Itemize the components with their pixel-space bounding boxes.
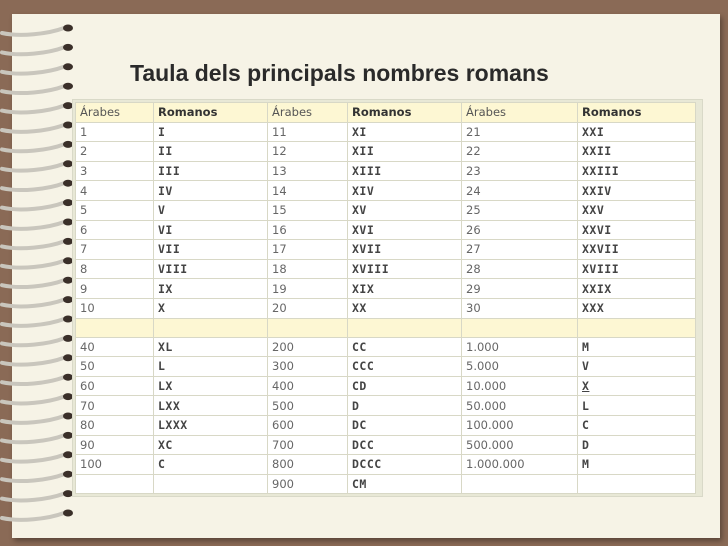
header-arabes: Árabes xyxy=(268,103,348,123)
roman-cell: XXII xyxy=(578,142,696,162)
header-romanos: Romanos xyxy=(154,103,268,123)
roman-cell: XII xyxy=(348,142,462,162)
roman-cell: XXVI xyxy=(578,220,696,240)
roman-cell: X xyxy=(154,298,268,318)
roman-cell: CM xyxy=(348,474,462,494)
arabic-cell: 26 xyxy=(462,220,578,240)
arabic-cell: 800 xyxy=(268,455,348,475)
table-row xyxy=(76,181,696,201)
arabic-cell: 40 xyxy=(76,337,154,357)
arabic-cell: 80 xyxy=(76,415,154,435)
roman-cell: VIII xyxy=(154,259,268,279)
roman-numerals-table-container xyxy=(72,99,703,497)
page-title: Taula dels principals nombres romans xyxy=(130,60,549,86)
roman-cell: XXVII xyxy=(578,240,696,260)
table-row xyxy=(76,279,696,299)
roman-cell: DC xyxy=(348,415,462,435)
roman-cell xyxy=(154,474,268,494)
table-row xyxy=(76,161,696,181)
roman-cell: XX xyxy=(348,298,462,318)
roman-cell: XXV xyxy=(578,200,696,220)
arabic-cell: 1 xyxy=(76,122,154,142)
header-row xyxy=(76,103,696,123)
arabic-cell: 900 xyxy=(268,474,348,494)
arabic-cell: 22 xyxy=(462,142,578,162)
roman-cell: XXIX xyxy=(578,279,696,299)
arabic-cell: 100 xyxy=(76,455,154,475)
roman-cell: I xyxy=(154,122,268,142)
arabic-cell xyxy=(76,474,154,494)
table-body xyxy=(76,122,696,494)
roman-cell: XIII xyxy=(348,161,462,181)
separator-row xyxy=(76,318,696,337)
arabic-cell: 10 xyxy=(76,298,154,318)
arabic-cell: 28 xyxy=(462,259,578,279)
roman-cell: XVIII xyxy=(578,259,696,279)
arabic-cell: 400 xyxy=(268,376,348,396)
roman-cell: LXXX xyxy=(154,415,268,435)
arabic-cell: 4 xyxy=(76,181,154,201)
roman-cell: CC xyxy=(348,337,462,357)
roman-cell: XXX xyxy=(578,298,696,318)
roman-cell: XXIV xyxy=(578,181,696,201)
arabic-cell: 60 xyxy=(76,376,154,396)
arabic-cell: 8 xyxy=(76,259,154,279)
arabic-cell: 27 xyxy=(462,240,578,260)
separator-cell xyxy=(462,318,578,337)
arabic-cell: 50.000 xyxy=(462,396,578,416)
roman-cell: XXI xyxy=(578,122,696,142)
roman-cell: XVI xyxy=(348,220,462,240)
roman-cell: LX xyxy=(154,376,268,396)
arabic-cell: 17 xyxy=(268,240,348,260)
arabic-cell: 10.000 xyxy=(462,376,578,396)
roman-cell: XI xyxy=(348,122,462,142)
arabic-cell: 23 xyxy=(462,161,578,181)
arabic-cell: 100.000 xyxy=(462,415,578,435)
roman-cell: D xyxy=(348,396,462,416)
arabic-cell: 3 xyxy=(76,161,154,181)
roman-cell: IV xyxy=(154,181,268,201)
arabic-cell: 5.000 xyxy=(462,357,578,377)
header-romanos: Romanos xyxy=(348,103,462,123)
arabic-cell: 30 xyxy=(462,298,578,318)
roman-cell: DCCC xyxy=(348,455,462,475)
arabic-cell: 25 xyxy=(462,200,578,220)
table-row xyxy=(76,142,696,162)
table-row xyxy=(76,200,696,220)
arabic-cell: 15 xyxy=(268,200,348,220)
roman-cell: C xyxy=(154,455,268,475)
roman-cell xyxy=(578,474,696,494)
table-row xyxy=(76,220,696,240)
table-row xyxy=(76,455,696,475)
table-row xyxy=(76,474,696,494)
table-row xyxy=(76,435,696,455)
arabic-cell: 500 xyxy=(268,396,348,416)
separator-cell xyxy=(76,318,154,337)
header-arabes: Árabes xyxy=(462,103,578,123)
separator-cell xyxy=(268,318,348,337)
roman-cell: V xyxy=(154,200,268,220)
arabic-cell: 1.000.000 xyxy=(462,455,578,475)
roman-cell: IX xyxy=(154,279,268,299)
arabic-cell: 7 xyxy=(76,240,154,260)
roman-cell: LXX xyxy=(154,396,268,416)
arabic-cell: 70 xyxy=(76,396,154,416)
arabic-cell: 6 xyxy=(76,220,154,240)
roman-cell: DCC xyxy=(348,435,462,455)
table-row xyxy=(76,376,696,396)
arabic-cell: 90 xyxy=(76,435,154,455)
arabic-cell: 700 xyxy=(268,435,348,455)
arabic-cell: 9 xyxy=(76,279,154,299)
roman-cell: XIV xyxy=(348,181,462,201)
arabic-cell: 2 xyxy=(76,142,154,162)
arabic-cell: 300 xyxy=(268,357,348,377)
table-row xyxy=(76,357,696,377)
table-row xyxy=(76,240,696,260)
arabic-cell: 29 xyxy=(462,279,578,299)
separator-cell xyxy=(348,318,462,337)
roman-cell: D xyxy=(578,435,696,455)
arabic-cell: 1.000 xyxy=(462,337,578,357)
roman-cell: III xyxy=(154,161,268,181)
header-romanos: Romanos xyxy=(578,103,696,123)
roman-cell: XC xyxy=(154,435,268,455)
roman-cell: XL xyxy=(154,337,268,357)
separator-cell xyxy=(578,318,696,337)
arabic-cell: 50 xyxy=(76,357,154,377)
table-row xyxy=(76,298,696,318)
roman-cell: II xyxy=(154,142,268,162)
arabic-cell xyxy=(462,474,578,494)
roman-cell: CD xyxy=(348,376,462,396)
arabic-cell: 24 xyxy=(462,181,578,201)
roman-cell: VI xyxy=(154,220,268,240)
arabic-cell: 11 xyxy=(268,122,348,142)
arabic-cell: 600 xyxy=(268,415,348,435)
arabic-cell: 18 xyxy=(268,259,348,279)
roman-cell: X xyxy=(578,376,696,396)
table-row xyxy=(76,396,696,416)
roman-cell: C xyxy=(578,415,696,435)
table-row xyxy=(76,337,696,357)
roman-numerals-table xyxy=(75,102,696,494)
header-arabes: Árabes xyxy=(76,103,154,123)
table-row xyxy=(76,122,696,142)
roman-cell: VII xyxy=(154,240,268,260)
roman-cell: XVII xyxy=(348,240,462,260)
table-row xyxy=(76,259,696,279)
roman-cell: M xyxy=(578,455,696,475)
arabic-cell: 19 xyxy=(268,279,348,299)
roman-cell: XVIII xyxy=(348,259,462,279)
arabic-cell: 14 xyxy=(268,181,348,201)
arabic-cell: 200 xyxy=(268,337,348,357)
roman-cell: XIX xyxy=(348,279,462,299)
roman-cell: L xyxy=(154,357,268,377)
arabic-cell: 20 xyxy=(268,298,348,318)
separator-cell xyxy=(154,318,268,337)
roman-cell: XXIII xyxy=(578,161,696,181)
arabic-cell: 16 xyxy=(268,220,348,240)
arabic-cell: 12 xyxy=(268,142,348,162)
roman-cell: V xyxy=(578,357,696,377)
roman-cell: M xyxy=(578,337,696,357)
roman-cell: CCC xyxy=(348,357,462,377)
table-row xyxy=(76,415,696,435)
roman-cell: XV xyxy=(348,200,462,220)
roman-cell: L xyxy=(578,396,696,416)
arabic-cell: 13 xyxy=(268,161,348,181)
arabic-cell: 500.000 xyxy=(462,435,578,455)
arabic-cell: 5 xyxy=(76,200,154,220)
arabic-cell: 21 xyxy=(462,122,578,142)
